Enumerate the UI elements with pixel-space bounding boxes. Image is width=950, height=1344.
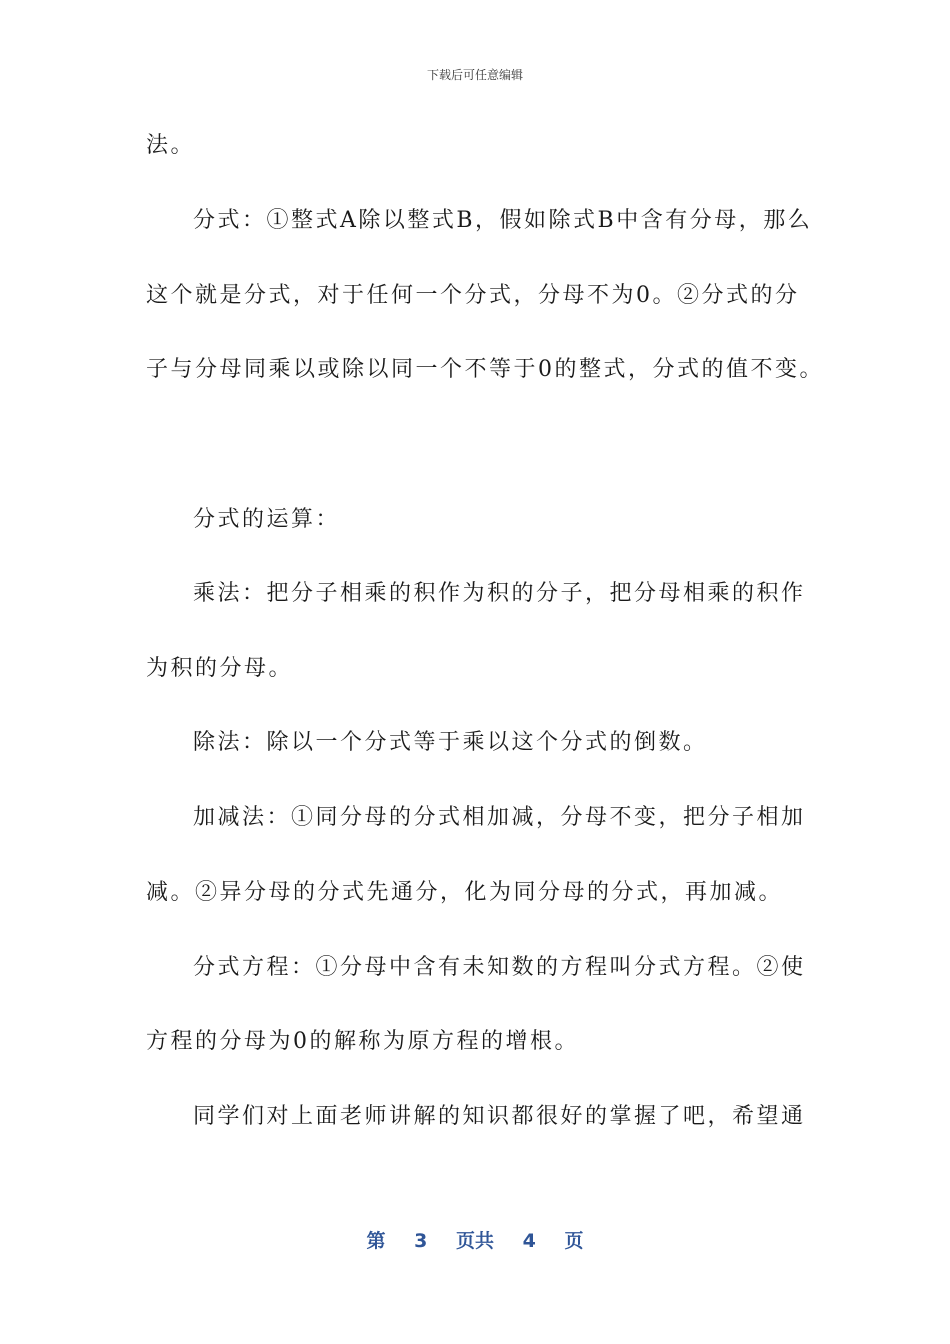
page-header: 下载后可任意编辑: [426, 68, 523, 82]
text-line: 同学们对上面老师讲解的知识都很好的掌握了吧，希望通: [193, 1104, 806, 1129]
text-line: 这个就是分式，对于任何一个分式，分母不为0。②分式的分: [146, 283, 800, 308]
text-line: 分式的运算：: [193, 507, 341, 532]
footer-middle: 页共: [455, 1230, 494, 1252]
text-line: 分式：①整式A除以整式B，假如除式B中含有分母，那么: [193, 208, 813, 233]
text-line: 减。②异分母的分式先通分，化为同分母的分式，再加减。: [146, 880, 784, 905]
text-line: 除法：除以一个分式等于乘以这个分式的倒数。: [193, 730, 708, 755]
footer-suffix: 页: [564, 1230, 584, 1252]
footer-total-pages: 4: [522, 1230, 536, 1252]
text-line: 分式方程：①分母中含有未知数的方程叫分式方程。②使: [193, 955, 806, 980]
text-line: 子与分母同乘以或除以同一个不等于0的整式，分式的值不变。: [146, 357, 824, 382]
text-line: 法。: [146, 133, 196, 158]
text-line: 为积的分母。: [146, 656, 294, 681]
page-footer: [0, 1226, 950, 1253]
footer-current-page: 3: [414, 1230, 428, 1252]
text-line: 方程的分母为0的解称为原方程的增根。: [146, 1029, 579, 1054]
text-line: 乘法：把分子相乘的积作为积的分子，把分母相乘的积作: [193, 581, 806, 606]
text-line: 加减法：①同分母的分式相加减，分母不变，把分子相加: [193, 805, 806, 830]
footer-prefix: 第: [366, 1230, 386, 1252]
